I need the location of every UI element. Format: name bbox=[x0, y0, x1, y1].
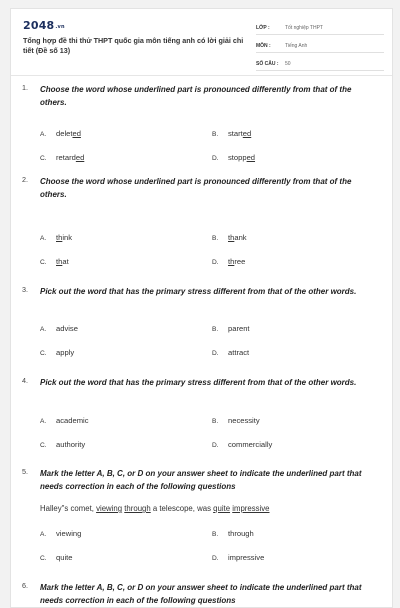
option-text: attract bbox=[228, 348, 250, 357]
meta-value: 50 bbox=[285, 61, 291, 67]
option-text: quite bbox=[56, 553, 73, 562]
question-prompt: Mark the letter A, B, C, or D on your answer sheet to indicate the underlined part that needs correction in each of the following questions bbox=[40, 583, 362, 605]
option-b[interactable] bbox=[212, 529, 254, 540]
option-letter: D. bbox=[212, 442, 219, 449]
document-header bbox=[11, 9, 393, 69]
sentence-text: a telescope, was bbox=[150, 504, 214, 513]
option-text: retard bbox=[56, 153, 76, 162]
option-underlined: ed bbox=[72, 129, 81, 138]
option-letter: A. bbox=[40, 531, 47, 538]
option-c[interactable] bbox=[40, 153, 84, 164]
option-text: parent bbox=[228, 324, 250, 333]
option-underlined: ed bbox=[242, 129, 252, 138]
option-text: ree bbox=[234, 257, 246, 266]
question-number: 5. bbox=[22, 467, 28, 476]
option-letter: A. bbox=[40, 326, 47, 333]
document-meta bbox=[256, 21, 384, 75]
option-a[interactable] bbox=[40, 233, 72, 244]
meta-label: MÔN : bbox=[256, 43, 271, 49]
logo-suffix: .vn bbox=[55, 24, 65, 30]
sentence-text: Halley"s comet, bbox=[40, 504, 97, 513]
option-c[interactable] bbox=[40, 553, 72, 564]
question-sentence bbox=[40, 503, 270, 515]
option-underlined: th bbox=[56, 233, 63, 242]
option-a[interactable] bbox=[40, 324, 78, 335]
option-text: impressive bbox=[228, 553, 265, 562]
option-text: academic bbox=[56, 416, 89, 425]
meta-value: Tốt nghiệp THPT bbox=[285, 25, 323, 31]
option-c[interactable] bbox=[40, 440, 85, 451]
question-prompt: Pick out the word that has the primary stress different from that of the other words. bbox=[40, 287, 357, 296]
option-a[interactable] bbox=[40, 529, 81, 540]
meta-label: SỐ CÂU : bbox=[256, 61, 279, 67]
option-letter: C. bbox=[40, 155, 47, 162]
option-letter: B. bbox=[212, 418, 219, 425]
option-text: stopp bbox=[228, 153, 247, 162]
option-text: at bbox=[62, 257, 69, 266]
option-underlined: ed bbox=[75, 153, 85, 162]
sentence-underlined: impressive bbox=[232, 504, 270, 513]
option-letter: B. bbox=[212, 235, 219, 242]
option-d[interactable] bbox=[212, 553, 264, 564]
option-b[interactable] bbox=[212, 233, 247, 244]
document-title: Tổng hợp đề thi thử THPT quốc gia môn tiếng anh có lời giải chi tiết (Đề số 13) bbox=[23, 36, 244, 55]
option-letter: D. bbox=[212, 555, 219, 562]
option-letter: C. bbox=[40, 350, 47, 357]
site-logo[interactable] bbox=[23, 19, 65, 32]
option-letter: B. bbox=[212, 131, 219, 138]
option-letter: C. bbox=[40, 442, 47, 449]
option-underlined: th bbox=[228, 233, 235, 242]
option-b[interactable] bbox=[212, 416, 260, 427]
header-divider bbox=[11, 75, 393, 76]
option-letter: D. bbox=[212, 155, 219, 162]
option-underlined: ed bbox=[246, 153, 256, 162]
option-a[interactable] bbox=[40, 129, 81, 140]
meta-label: LỚP : bbox=[256, 25, 270, 31]
option-text: authority bbox=[56, 440, 86, 449]
question-number: 6. bbox=[22, 581, 28, 590]
option-letter: D. bbox=[212, 350, 219, 357]
option-letter: C. bbox=[40, 259, 47, 266]
question-number: 1. bbox=[22, 83, 28, 92]
option-b[interactable] bbox=[212, 129, 251, 140]
question-prompt: Mark the letter A, B, C, or D on your answer sheet to indicate the underlined part that needs correction in each of the following questions bbox=[40, 469, 362, 491]
document-page bbox=[10, 8, 393, 608]
option-letter: A. bbox=[40, 418, 47, 425]
option-text: through bbox=[228, 529, 254, 538]
sentence-underlined: viewing bbox=[96, 504, 123, 513]
option-text: advise bbox=[56, 324, 78, 333]
question-number: 4. bbox=[22, 376, 28, 385]
question-number: 3. bbox=[22, 285, 28, 294]
logo-text: 2048 bbox=[23, 19, 55, 32]
option-d[interactable] bbox=[212, 348, 249, 359]
option-letter: C. bbox=[40, 555, 47, 562]
option-text: commercially bbox=[228, 440, 273, 449]
question-prompt: Choose the word whose underlined part is pronounced differently from that of the others. bbox=[40, 85, 352, 107]
option-letter: A. bbox=[40, 131, 47, 138]
option-a[interactable] bbox=[40, 416, 89, 427]
meta-row-class bbox=[256, 21, 384, 35]
option-underlined: th bbox=[56, 257, 63, 266]
option-b[interactable] bbox=[212, 324, 250, 335]
question-number: 2. bbox=[22, 175, 28, 184]
sentence-underlined: quite bbox=[213, 504, 231, 513]
option-text: necessity bbox=[228, 416, 260, 425]
option-text: apply bbox=[56, 348, 75, 357]
option-d[interactable] bbox=[212, 257, 245, 268]
option-text: viewing bbox=[56, 529, 82, 538]
sentence-underlined: through bbox=[124, 504, 151, 513]
option-c[interactable] bbox=[40, 348, 74, 359]
option-letter: A. bbox=[40, 235, 47, 242]
meta-value: Tiếng Anh bbox=[285, 43, 308, 49]
question-prompt: Choose the word whose underlined part is pronounced differently from that of the others. bbox=[40, 177, 352, 199]
option-letter: B. bbox=[212, 531, 219, 538]
option-c[interactable] bbox=[40, 257, 69, 268]
option-text: ink bbox=[62, 233, 73, 242]
option-letter: D. bbox=[212, 259, 219, 266]
option-d[interactable] bbox=[212, 153, 255, 164]
option-letter: B. bbox=[212, 326, 219, 333]
option-text: start bbox=[228, 129, 243, 138]
option-text: ank bbox=[234, 233, 247, 242]
option-d[interactable] bbox=[212, 440, 272, 451]
meta-row-count bbox=[256, 57, 384, 71]
option-text: delet bbox=[56, 129, 73, 138]
option-underlined: th bbox=[228, 257, 235, 266]
meta-row-subject bbox=[256, 39, 384, 53]
question-prompt: Pick out the word that has the primary stress different from that of the other words. bbox=[40, 378, 357, 387]
